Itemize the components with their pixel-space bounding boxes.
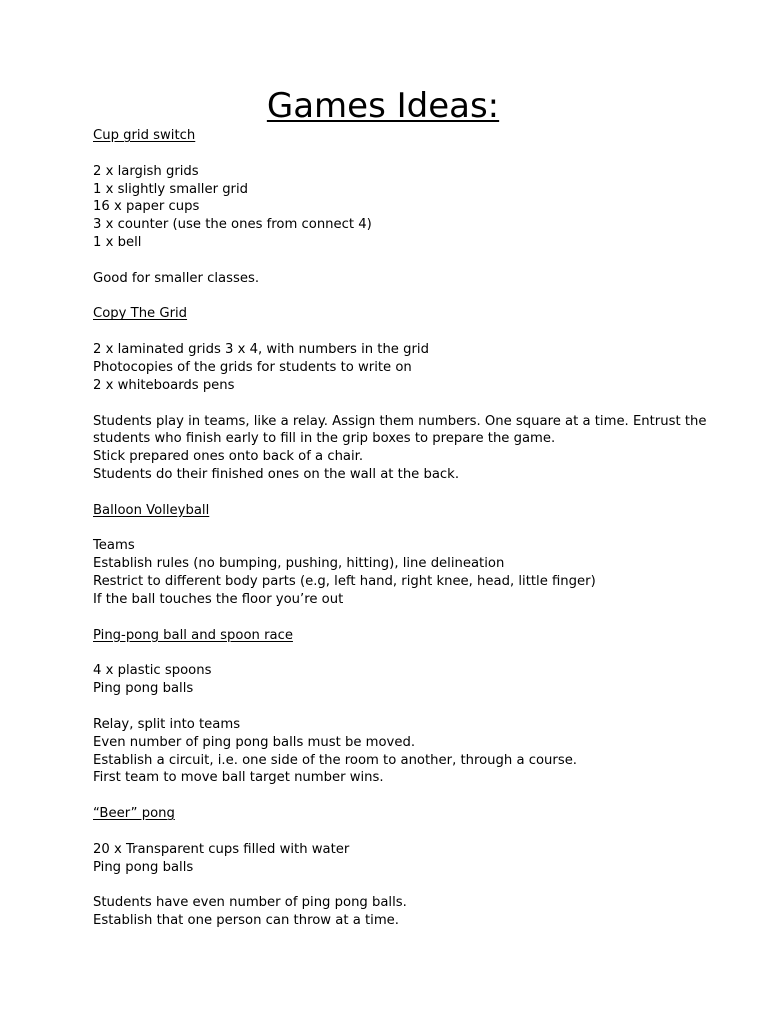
material-item: 2 x largish grids (93, 163, 199, 179)
page-title: Games Ideas: (266, 86, 500, 126)
section-heading: Copy The Grid (93, 306, 188, 322)
section-cup-grid-switch (93, 127, 693, 305)
section-ping-pong-spoon-race (93, 627, 693, 805)
section-heading: Ping-pong ball and spoon race (93, 627, 293, 643)
material-item: Photocopies of the grids for students to write on (93, 359, 412, 375)
note-line: students who finish early to fill in the grip boxes to prepare the game. (93, 431, 556, 447)
rule-line: Teams (93, 538, 135, 554)
note-line: Relay, split into teams (93, 716, 241, 732)
spacer (93, 823, 693, 841)
note-line: Students play in teams, like a relay. Assign them numbers. One square at a time. Entrust the (93, 413, 707, 429)
section-heading: Balloon Volleyball (93, 502, 210, 518)
spacer (93, 484, 693, 502)
section-heading: “Beer” pong (93, 806, 175, 822)
spacer (93, 644, 693, 662)
rule-line: Restrict to different body parts (e.g, left hand, right knee, head, little finger) (93, 574, 596, 590)
section-heading: Cup grid switch (93, 128, 196, 143)
document-body (93, 127, 707, 930)
note-line: Students have even number of ping pong balls. (93, 895, 407, 911)
material-item: Ping pong balls (93, 859, 194, 875)
material-item: 3 x counter (use the ones from connect 4) (93, 217, 372, 233)
material-item: 2 x laminated grids 3 x 4, with numbers in the grid (93, 342, 429, 358)
spacer (93, 609, 693, 627)
rule-line: Establish rules (no bumping, pushing, hitting), line delineation (93, 556, 505, 572)
note-line: Establish a circuit, i.e. one side of the room to another, through a course. (93, 752, 578, 768)
note-line: Students do their finished ones on the wall at the back. (93, 467, 460, 483)
material-item: 20 x Transparent cups filled with water (93, 841, 350, 857)
spacer (93, 787, 693, 805)
section-balloon-volleyball (93, 502, 693, 627)
material-item: 1 x bell (93, 235, 142, 251)
material-item: 1 x slightly smaller grid (93, 181, 249, 197)
material-item: 16 x paper cups (93, 199, 200, 215)
spacer (93, 698, 693, 716)
note-line: First team to move ball target number wins. (93, 770, 384, 786)
section-beer-pong (93, 805, 693, 930)
section-copy-the-grid (93, 305, 707, 501)
spacer (93, 876, 693, 894)
spacer (93, 288, 693, 306)
spacer (93, 145, 693, 163)
spacer (93, 520, 693, 538)
material-item: 2 x whiteboards pens (93, 377, 235, 393)
note-line: Good for smaller classes. (93, 270, 260, 286)
note-line: Establish that one person can throw at a time. (93, 913, 399, 929)
material-item: Ping pong balls (93, 681, 194, 697)
spacer (93, 323, 693, 341)
rule-line: If the ball touches the floor you’re out (93, 591, 344, 607)
material-item: 4 x plastic spoons (93, 663, 212, 679)
spacer (93, 395, 693, 413)
note-line: Stick prepared ones onto back of a chair. (93, 449, 364, 465)
note-line: Even number of ping pong balls must be moved. (93, 734, 416, 750)
spacer (93, 252, 693, 270)
